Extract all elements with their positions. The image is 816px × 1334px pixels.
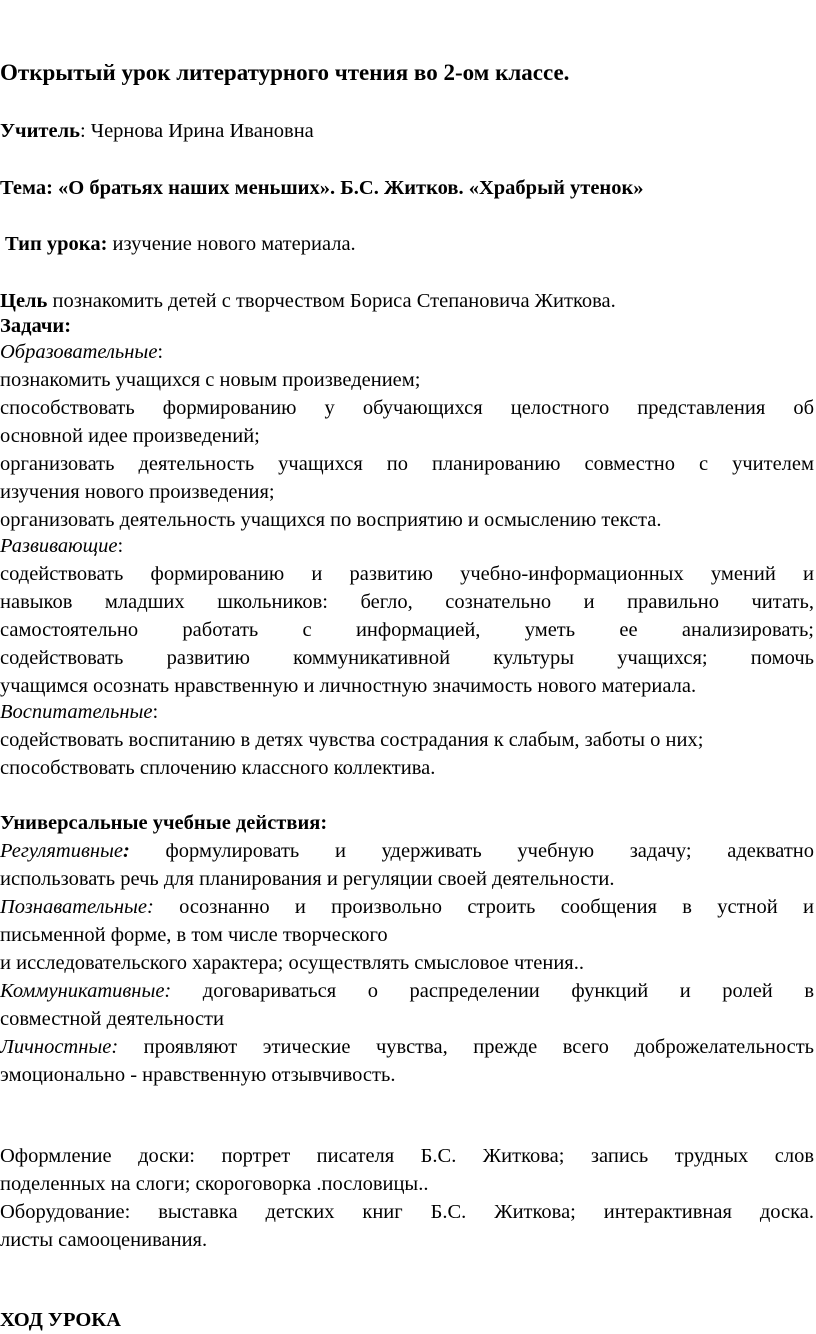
upbringing-colon: : [152,701,159,723]
uud-personal-line2: эмоционально - нравственную отзывчивость. [0,1064,396,1086]
goal-value: познакомить детей с творчеством Бориса Степановича Житкова. [47,290,616,312]
board-line2: поделенных на слоги; скороговорка .пословицы.. [0,1173,429,1195]
regulatory-colon: : [123,840,130,862]
uud-communicative-line2: совместной деятельности [0,1008,224,1030]
lesson-progress-heading: ХОД УРОКА [0,1309,121,1331]
educational-line: основной идее произведений; [0,425,260,447]
educational-line: познакомить учащихся с новым произведением; [0,369,421,391]
teacher-name: : Чернова Ирина Ивановна [79,120,314,142]
board-line: Оформление доски: портрет писателя Б.С. Житкова; запись трудных слов [0,1145,814,1167]
developing-line: содействовать формированию и развитию учебно-информационных умений и [0,563,814,585]
developing-label: Развивающие [0,535,118,557]
upbringing-line: способствовать сплочению классного коллектива. [0,757,436,779]
uud-personal-line [0,1033,814,1061]
developing-line: содействовать развитию коммуникативной культуры учащихся; помочь [0,647,814,669]
uud-cognitive-line3: и исследовательского характера; осуществлять смысловое чтения.. [0,952,584,974]
upbringing-line: содействовать воспитанию в детях чувства сострадания к слабым, заботы о них; [0,729,704,751]
educational-heading [0,338,814,366]
developing-line: самостоятельно работать с информацией, уметь ее анализировать; [0,619,814,641]
personal-label: Личностные: [0,1036,119,1058]
uud-regulatory-line2: использовать речь для планирования и регуляции своей деятельности. [0,868,615,890]
educational-line: изучения нового произведения; [0,481,275,503]
tasks-heading: Задачи: [0,315,72,337]
educational-label: Образовательные [0,341,158,363]
educational-line: организовать деятельность учащихся по восприятию и осмыслению текста. [0,509,662,531]
communicative-text: договариваться о распределении функций и ролей в [171,980,814,1002]
uud-regulatory-line [0,837,814,865]
regulatory-text: формулировать и удерживать учебную задачу; адекватно [129,840,814,862]
lesson-type-line [5,230,814,258]
uud-cognitive-line2: письменной форме, в том числе творческого [0,924,388,946]
equipment-line: Оборудование: выставка детских книг Б.С. Житкова; интерактивная доска. [0,1201,814,1223]
goal-line [0,287,814,315]
teacher-label: Учитель [0,120,80,142]
educational-colon: : [157,341,164,363]
document-title: Открытый урок литературного чтения во 2-ом классе. [0,60,570,85]
educational-line: организовать деятельность учащихся по планированию совместно с учителем [0,453,814,475]
cognitive-label: Познавательные: [0,896,154,918]
teacher-line [0,117,814,145]
uud-communicative-line [0,977,814,1005]
cognitive-text: осознанно и произвольно строить сообщения в устной и [153,896,814,918]
equipment-line2: листы самооценивания. [0,1229,208,1251]
communicative-label: Коммуникативные: [0,980,172,1002]
upbringing-label: Воспитательные [0,701,153,723]
lesson-type-value: изучение нового материала. [107,233,356,255]
goal-label: Цель [0,290,48,312]
developing-heading [0,532,814,560]
uud-cognitive-line [0,893,814,921]
developing-line: навыков младших школьников: бегло, сознательно и правильно читать, [0,591,814,613]
regulatory-label: Регулятивные [0,840,123,862]
topic-line: Тема: «О братьях наших меньших». Б.С. Житков. «Храбрый утенок» [0,177,644,199]
lesson-type-label: Тип урока: [5,233,108,255]
developing-line: учащимся осознать нравственную и личностную значимость нового материала. [0,675,697,697]
educational-line: способствовать формированию у обучающихся целостного представления об [0,397,814,419]
personal-text: проявляют этические чувства, прежде всего доброжелательность [118,1036,814,1058]
upbringing-heading [0,698,814,726]
developing-colon: : [117,535,124,557]
uud-heading: Универсальные учебные действия: [0,812,328,834]
